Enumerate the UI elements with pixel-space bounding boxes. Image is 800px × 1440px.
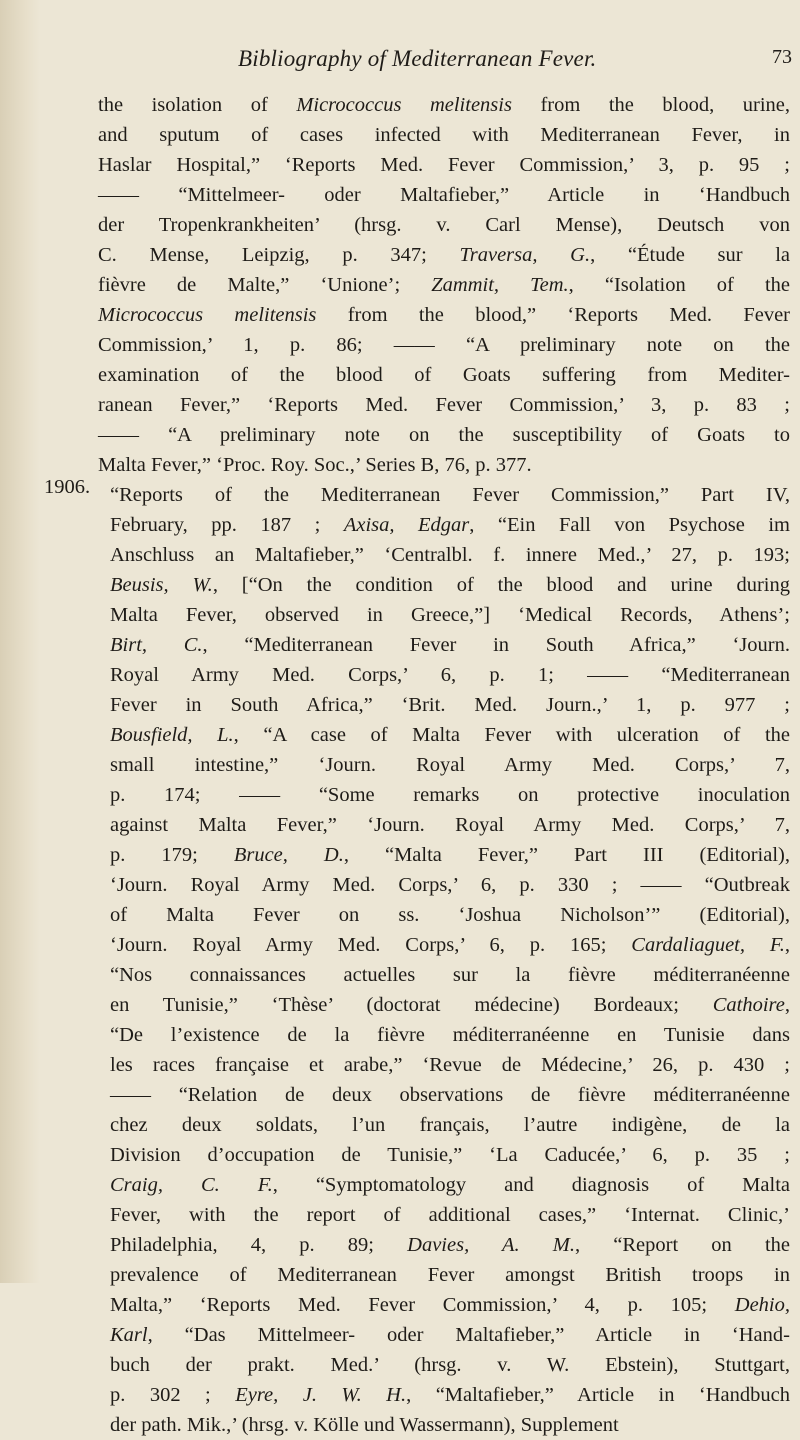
text-line: les races française et arabe,” ‘Revue de Médecine,’ 26, p. 430 ; bbox=[110, 1054, 790, 1076]
text-line: Bousfield, L., “A case of Malta Fever with ulceration of the bbox=[110, 724, 790, 746]
text-line: Craig, C. F., “Symptomatology and diagnosis of Malta bbox=[110, 1174, 791, 1196]
text-line: en Tunisie,” ‘Thèse’ (doctorat médecine) Bordeaux; Cathoire, bbox=[110, 994, 790, 1016]
text-line: Division d’occupation de Tunisie,” ‘La Caducée,’ 6, p. 35 ; bbox=[110, 1144, 790, 1166]
text-line: Anschluss an Maltafieber,” ‘Centralbl. f. innere Med.,’ 27, p. 193; bbox=[110, 544, 790, 566]
text-line: small intestine,” ‘Journ. Royal Army Med. Corps,’ 7, bbox=[110, 754, 790, 776]
text-line: and sputum of cases infected with Mediterranean Fever, in bbox=[98, 124, 790, 146]
text-line: Micrococcus melitensis from the blood,” ‘Reports Med. Fever bbox=[98, 304, 790, 326]
text-line: p. 174; ―― “Some remarks on protective inoculation bbox=[110, 784, 790, 806]
text-line: Fever in South Africa,” ‘Brit. Med. Journ.,’ 1, p. 977 ; bbox=[110, 694, 790, 716]
text-line: “Reports of the Mediterranean Fever Commission,” Part IV, bbox=[110, 484, 790, 506]
text-line: Malta,” ‘Reports Med. Fever Commission,’ 4, p. 105; Dehio, bbox=[110, 1294, 790, 1316]
text-line: p. 302 ; Eyre, J. W. H., “Maltafieber,” Article in ‘Handbuch bbox=[110, 1384, 790, 1406]
text-line: p. 179; Bruce, D., “Malta Fever,” Part III (Editorial), bbox=[110, 844, 790, 866]
text-line: C. Mense, Leipzig, p. 347; Traversa, G., “Étude sur la bbox=[98, 244, 790, 266]
page-gutter-shadow bbox=[0, 0, 40, 1283]
text-line: Birt, C., “Mediterranean Fever in South Africa,” ‘Journ. bbox=[110, 634, 790, 656]
text-line: February, pp. 187 ; Axisa, Edgar, “Ein Fall von Psychose im bbox=[110, 514, 791, 536]
text-line: prevalence of Mediterranean Fever amongst British troops in bbox=[110, 1264, 790, 1286]
year-label: 1906. bbox=[44, 476, 91, 498]
text-line: the isolation of Micrococcus melitensis from the blood, urine, bbox=[98, 94, 791, 116]
text-line: fièvre de Malte,” ‘Unione’; Zammit, Tem., “Isolation of the bbox=[98, 274, 790, 296]
text-line: Karl, “Das Mittelmeer- oder Maltafieber,” Article in ‘Hand- bbox=[110, 1324, 790, 1346]
text-line: Haslar Hospital,” ‘Reports Med. Fever Commission,’ 3, p. 95 ; bbox=[98, 154, 790, 176]
text-line: ―― “A preliminary note on the susceptibility of Goats to bbox=[98, 424, 790, 446]
text-line: of Malta Fever on ss. ‘Joshua Nicholson’” (Editorial), bbox=[110, 904, 790, 926]
page-header bbox=[0, 46, 800, 86]
text-line: ‘Journ. Royal Army Med. Corps,’ 6, p. 165; Cardaliaguet, F., bbox=[110, 934, 790, 956]
text-line: ―― “Relation de deux observations de fièvre méditerranéenne bbox=[110, 1084, 790, 1106]
text-line: “De l’existence de la fièvre méditerranéenne en Tunisie dans bbox=[110, 1024, 790, 1046]
text-line: “Nos connaissances actuelles sur la fièvre méditerranéenne bbox=[110, 964, 790, 986]
text-line: against Malta Fever,” ‘Journ. Royal Army Med. Corps,’ 7, bbox=[110, 814, 790, 836]
text-line: examination of the blood of Goats suffering from Mediter- bbox=[98, 364, 790, 386]
page-number: 73 bbox=[772, 46, 792, 68]
text-line: Royal Army Med. Corps,’ 6, p. 1; ―― “Mediterranean bbox=[110, 664, 790, 686]
text-line: chez deux soldats, l’un français, l’autre indigène, de la bbox=[110, 1114, 790, 1136]
text-line: ranean Fever,” ‘Reports Med. Fever Commission,’ 3, p. 83 ; bbox=[98, 394, 790, 416]
text-line: ―― “Mittelmeer- oder Maltafieber,” Article in ‘Handbuch bbox=[98, 184, 790, 206]
text-line: buch der prakt. Med.’ (hrsg. v. W. Ebstein), Stuttgart, bbox=[110, 1354, 790, 1376]
text-line: der Tropenkrankheiten’ (hrsg. v. Carl Mense), Deutsch von bbox=[98, 214, 790, 236]
text-line: Commission,’ 1, p. 86; ―― “A preliminary note on the bbox=[98, 334, 790, 356]
text-line: Philadelphia, 4, p. 89; Davies, A. M., “Report on the bbox=[110, 1234, 790, 1256]
text-line: Malta Fever,” ‘Proc. Roy. Soc.,’ Series B, 76, p. 377. bbox=[98, 454, 532, 476]
running-head: Bibliography of Mediterranean Fever. bbox=[238, 46, 597, 71]
text-line: Fever, with the report of additional cases,” ‘Internat. Clinic,’ bbox=[110, 1204, 790, 1226]
text-line: ‘Journ. Royal Army Med. Corps,’ 6, p. 330 ; ―― “Outbreak bbox=[110, 874, 790, 896]
text-line: Malta Fever, observed in Greece,”] ‘Medical Records, Athens’; bbox=[110, 604, 790, 626]
text-line: der path. Mik.,’ (hrsg. v. Kölle und Wassermann), Supplement bbox=[110, 1414, 619, 1436]
text-line: Beusis, W., [“On the condition of the blood and urine during bbox=[110, 574, 790, 596]
